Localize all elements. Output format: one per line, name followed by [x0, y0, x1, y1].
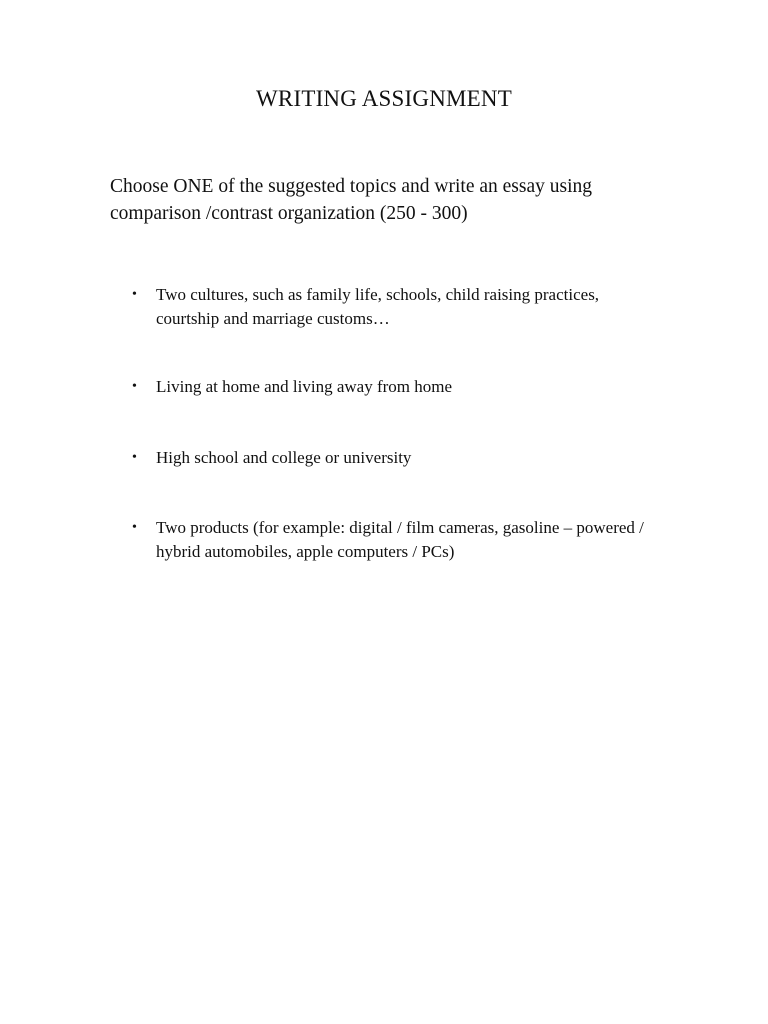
topic-text: Living at home and living away from home: [156, 377, 453, 396]
topic-text: Two cultures, such as family life, schools, child raising practices, courtship and marriage customs…: [156, 285, 600, 328]
assignment-instructions: Choose ONE of the suggested topics and write an essay using comparison /contrast organization (250 - 300): [110, 176, 592, 224]
bullet-icon: •: [132, 287, 137, 302]
topic-item: [132, 446, 652, 470]
bullet-icon: •: [132, 379, 137, 394]
topic-item: [132, 283, 652, 331]
bullet-icon: •: [132, 520, 137, 535]
topic-item: [132, 375, 652, 399]
bullet-icon: •: [132, 450, 137, 465]
document-title: WRITING ASSIGNMENT: [256, 86, 512, 111]
topic-text: High school and college or university: [156, 448, 412, 467]
topic-text: Two products (for example: digital / film cameras, gasoline – powered / hybrid automobiles, apple computers / PCs): [156, 518, 644, 561]
topic-item: [132, 516, 652, 564]
